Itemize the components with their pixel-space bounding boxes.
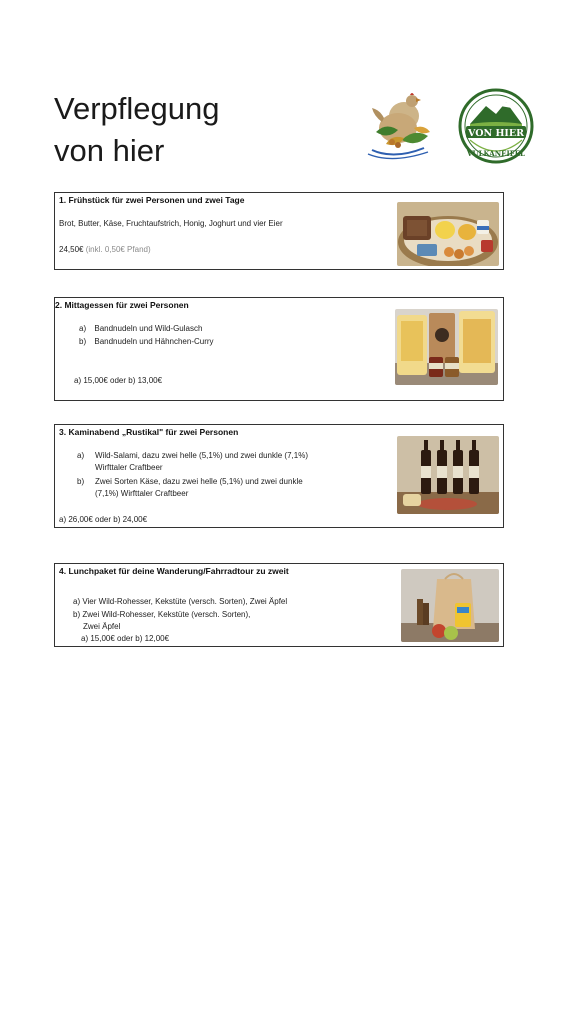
von-hier-vulkaneifel-badge: [456, 86, 536, 172]
option-a-line-2: Wirfttaler Craftbeer: [95, 463, 163, 472]
card-title: 4. Lunchpaket für deine Wanderung/Fahrradtour zu zweit: [59, 566, 289, 576]
menu-card-packed-lunch: [54, 563, 504, 647]
option-text: Bandnudeln und Wild-Gulasch: [94, 324, 203, 333]
option-marker: b): [79, 337, 87, 346]
option-a-line-1: Wild-Salami, dazu zwei helle (5,1%) und zwei dunkle (7,1%): [95, 451, 308, 460]
option-a-text: a) Vier Wild-Rohesser, Kekstüte (versch. Sorten), Zwei Äpfel: [73, 597, 288, 606]
hen-oak-leaf-logo: [364, 88, 440, 166]
card-price: a) 15,00€ oder b) 12,00€: [81, 634, 170, 643]
option-b-text: b) Zwei Wild-Rohesser, Kekstüte (versch. Sorten),: [73, 610, 251, 619]
option-b-text-continued: Zwei Äpfel: [83, 622, 121, 631]
option-a-marker: a): [77, 451, 85, 460]
breakfast-basket-photo: [397, 202, 499, 266]
page-title-line-1: Verpflegung: [54, 91, 220, 126]
card-price: a) 15,00€ oder b) 13,00€: [74, 376, 163, 385]
page-title: [54, 88, 219, 172]
card-title: 3. Kaminabend „Rustikal" für zwei Personen: [59, 427, 239, 437]
menu-card-breakfast: [54, 192, 504, 270]
option-b: [79, 336, 214, 348]
option-text: Bandnudeln und Hähnchen-Curry: [94, 337, 214, 346]
menu-card-lunch: [54, 297, 504, 401]
menu-card-fireside-evening: [54, 424, 504, 528]
lunch-bag-photo: [401, 569, 499, 642]
price-value: 24,50€: [59, 245, 84, 254]
card-price: [59, 244, 151, 256]
price-note: (inkl. 0,50€ Pfand): [85, 245, 151, 254]
beer-and-salami-photo: [397, 436, 499, 514]
option-b-line-1: Zwei Sorten Käse, dazu zwei helle (5,1%) und zwei dunkle: [95, 477, 303, 486]
noodles-and-jars-photo: [395, 309, 498, 385]
option-marker: a): [79, 324, 87, 333]
card-description: Brot, Butter, Käse, Fruchtaufstrich, Honig, Joghurt und vier Eier: [59, 219, 283, 228]
card-title: 1. Frühstück für zwei Personen und zwei Tage: [59, 195, 245, 205]
badge-top-text: VON HIER: [467, 128, 525, 139]
card-price: a) 26,00€ oder b) 24,00€: [59, 515, 148, 524]
option-b-line-2: (7,1%) Wirfttaler Craftbeer: [95, 489, 189, 498]
page-title-line-2: von hier: [54, 133, 165, 168]
card-title: 2. Mittagessen für zwei Personen: [55, 300, 189, 310]
option-b-marker: b): [77, 477, 85, 486]
option-a: [79, 323, 202, 335]
badge-bottom-text: VULKANEIFEL: [467, 149, 525, 158]
